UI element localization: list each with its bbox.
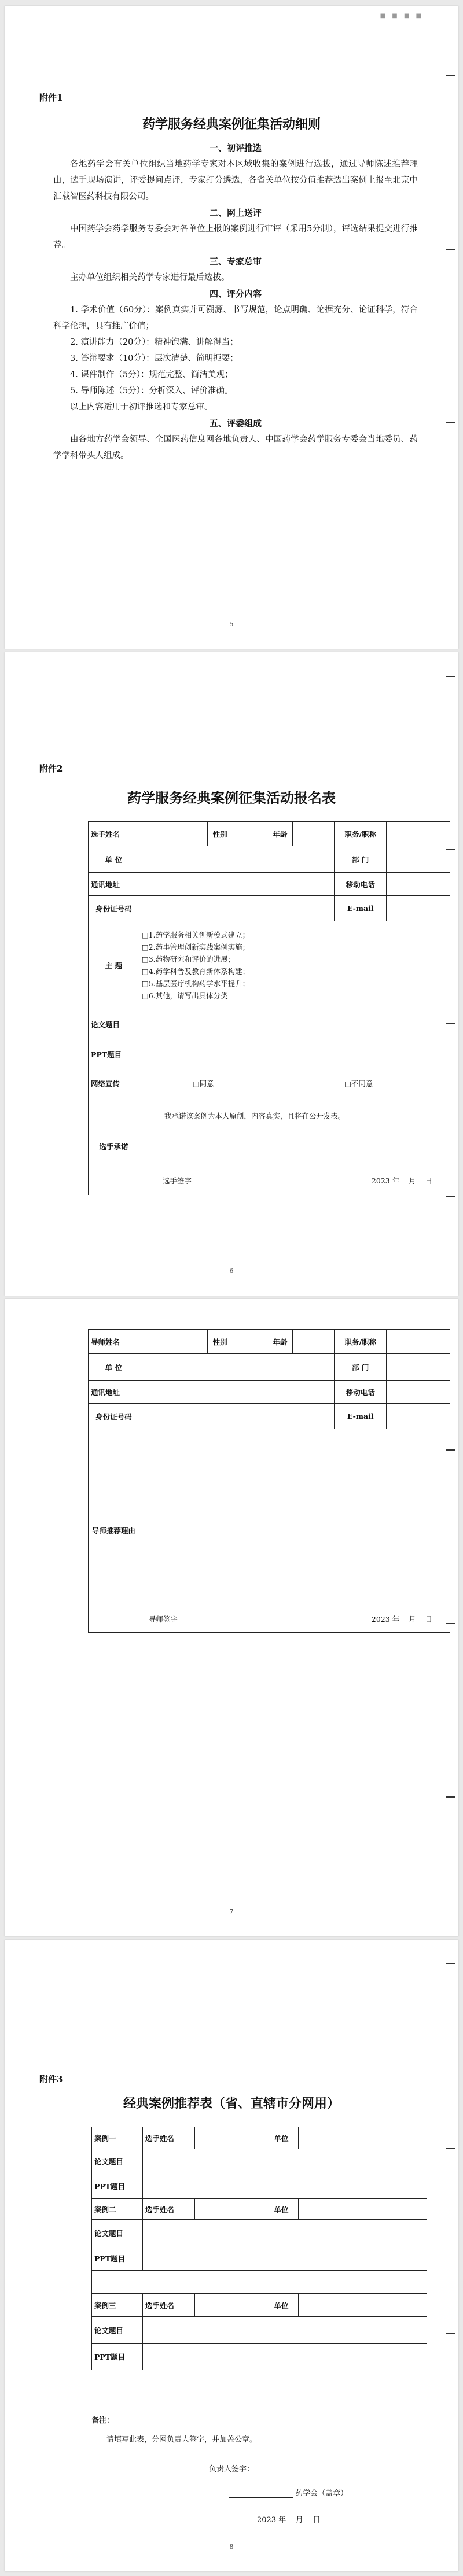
page-number: 5 xyxy=(229,621,234,628)
document-page-2 xyxy=(5,652,458,1296)
document-page-4 xyxy=(5,1940,458,2571)
mobile-label: 移动电话 xyxy=(335,873,387,896)
unit-field[interactable] xyxy=(299,2199,427,2220)
signature-label: 导师签字 xyxy=(148,1615,178,1623)
ppt-label: PPT题目 xyxy=(92,2173,143,2199)
thesis-label: 论文题目 xyxy=(89,1009,139,1039)
mobile-field[interactable] xyxy=(387,1381,450,1404)
margin-mark xyxy=(446,2333,455,2334)
gender-label: 性别 xyxy=(207,1330,233,1354)
date-text: 2023 年 月 日 xyxy=(257,2516,321,2525)
section-heading: 一、初评推选 xyxy=(209,143,262,153)
thesis-label: 论文题目 xyxy=(92,2220,143,2246)
dept-field[interactable] xyxy=(387,846,450,873)
contestant-name-field[interactable] xyxy=(194,2199,264,2220)
page-number: 8 xyxy=(229,2543,234,2551)
age-label: 年龄 xyxy=(267,822,293,846)
age-field[interactable] xyxy=(293,1330,335,1354)
topic-option-checkbox[interactable]: □5.基层医疗机构药学水平提升； xyxy=(141,979,250,988)
case-label: 案例三 xyxy=(92,2294,143,2317)
scoring-item: 3. 答辩要求（10分）：层次清楚、简明扼要； xyxy=(70,354,238,363)
responsible-sign-label: 负责人签字： xyxy=(208,2465,254,2474)
attachment-label: 附件3 xyxy=(39,2074,63,2084)
idcard-field[interactable] xyxy=(139,896,334,921)
thesis-label: 论文题目 xyxy=(92,2149,143,2173)
header-stamp: ■ ■ ■ ■ xyxy=(380,13,424,19)
scoring-item: 5. 导师陈述（5分）：分析深入、评价准确。 xyxy=(70,386,233,396)
contestant-name-label: 选手姓名 xyxy=(89,822,139,846)
notes-text: 请填写此表，分网负责人签字，并加盖公章。 xyxy=(106,2435,258,2444)
blank-row xyxy=(92,2271,427,2294)
scoring-item: 1. 学术价值（60分）：案例真实并可溯源、书写规范，论点明确、论据充分、论证科学，符合科学伦理，具有推广价值； xyxy=(53,305,418,331)
dept-field[interactable] xyxy=(387,1354,450,1381)
contestant-name-label: 选手姓名 xyxy=(142,2127,194,2149)
duty-label: 职务/职称 xyxy=(335,822,387,846)
section-paragraph: 由各地方药学会领导、全国医药信息网各地负责人、中国药学会药学服务专委会当地委员、药学学科带头人组成。 xyxy=(53,435,418,460)
section-paragraph: 各地药学会有关单位组织当地药学专家对本区域收集的案例进行选拔，通过导师陈述推荐理由，选手现场演讲，评委提问点评，专家打分遴选，各省关单位按分值推荐选出案例上报至北京中汇载智医药科技有限公司。 xyxy=(53,160,418,201)
mentor-form-table xyxy=(88,1329,450,1633)
margin-mark xyxy=(446,1963,455,1964)
dept-label: 部 门 xyxy=(335,1354,387,1381)
promise-cell xyxy=(139,1097,450,1195)
recommend-reason-field[interactable] xyxy=(139,1429,450,1633)
margin-mark xyxy=(446,849,455,850)
topic-option-checkbox[interactable]: □1.药学服务相关创新模式建立； xyxy=(141,930,250,939)
margin-mark xyxy=(446,1449,455,1451)
ppt-field[interactable] xyxy=(142,2344,427,2370)
topic-option-checkbox[interactable]: □3.药物研究和评价的进展； xyxy=(141,954,236,964)
margin-mark xyxy=(446,422,455,423)
unit-label: 单位 xyxy=(264,2127,299,2149)
unit-label: 单 位 xyxy=(89,846,139,873)
ppt-label: PPT题目 xyxy=(89,1039,139,1069)
section-heading: 二、网上送评 xyxy=(209,208,262,218)
attachment-label: 附件2 xyxy=(39,763,63,774)
notes-block xyxy=(91,2414,416,2452)
unit-label: 单 位 xyxy=(89,1354,139,1381)
unit-field[interactable] xyxy=(139,846,334,873)
duty-field[interactable] xyxy=(387,822,450,846)
contestant-name-label: 选手姓名 xyxy=(142,2294,194,2317)
section-heading: 五、评委组成 xyxy=(209,418,262,429)
case-label: 案例一 xyxy=(92,2127,143,2149)
unit-label: 单位 xyxy=(264,2294,299,2317)
page-title: 药学服务经典案例征集活动细则 xyxy=(142,117,321,132)
address-field[interactable] xyxy=(139,873,334,896)
ppt-field[interactable] xyxy=(142,2246,427,2271)
topic-option-checkbox[interactable]: □6.其他，请写出具体分类 xyxy=(141,991,228,1000)
agree-checkbox[interactable]: □同意 xyxy=(139,1069,267,1097)
duty-label: 职务/职称 xyxy=(335,1330,387,1354)
gender-field[interactable] xyxy=(233,1330,267,1354)
attachment-label: 附件1 xyxy=(39,93,63,103)
contestant-name-label: 选手姓名 xyxy=(142,2199,194,2220)
case-label: 案例二 xyxy=(92,2199,143,2220)
org-seal-line xyxy=(5,2487,458,2498)
topic-option-checkbox[interactable]: □4.药学科普及教育新体系构建； xyxy=(141,966,250,976)
margin-mark xyxy=(446,676,455,677)
thesis-field[interactable] xyxy=(142,2220,427,2246)
date-text: 2023 年 月 日 xyxy=(371,1615,432,1623)
thesis-field[interactable] xyxy=(142,2317,427,2344)
topic-options xyxy=(139,921,450,1009)
section-paragraph: 主办单位组织相关药学专家进行最后选拔。 xyxy=(70,273,230,282)
email-field[interactable] xyxy=(387,896,450,921)
dept-label: 部 门 xyxy=(335,846,387,873)
ppt-label: PPT题目 xyxy=(92,2344,143,2370)
idcard-label: 身份证号码 xyxy=(89,1404,139,1429)
registration-form-table xyxy=(88,821,450,1195)
margin-mark xyxy=(446,1023,455,1024)
rules-body xyxy=(53,140,418,464)
scoring-note: 以上内容适用于初评推选和专家总审。 xyxy=(70,403,213,412)
document-page-3 xyxy=(5,1299,458,1936)
gender-field[interactable] xyxy=(233,822,267,846)
address-label: 通讯地址 xyxy=(89,1381,139,1404)
mobile-label: 移动电话 xyxy=(335,1381,387,1404)
margin-mark xyxy=(446,1796,455,1798)
document-page-1 xyxy=(5,6,458,649)
address-label: 通讯地址 xyxy=(89,873,139,896)
idcard-field[interactable] xyxy=(139,1404,334,1429)
recommend-reason-label: 导师推荐理由 xyxy=(89,1429,139,1633)
ppt-label: PPT题目 xyxy=(92,2246,143,2271)
mobile-field[interactable] xyxy=(387,873,450,896)
duty-field[interactable] xyxy=(387,1330,450,1354)
mentor-name-label: 导师姓名 xyxy=(89,1330,139,1354)
recommendation-table xyxy=(91,2127,427,2370)
contestant-name-field[interactable] xyxy=(194,2127,264,2149)
margin-mark xyxy=(446,2148,455,2149)
page-title: 经典案例推荐表（省、直辖市分网用） xyxy=(123,2096,340,2111)
unit-field[interactable] xyxy=(299,2294,427,2317)
age-label: 年龄 xyxy=(267,1330,293,1354)
scoring-item: 2. 演讲能力（20分）：精神饱满、讲解得当； xyxy=(70,338,238,347)
margin-mark xyxy=(446,249,455,250)
notes-title: 备注： xyxy=(91,2416,115,2425)
margin-mark xyxy=(446,75,455,76)
page-title: 药学服务经典案例征集活动报名表 xyxy=(127,789,336,806)
thesis-field[interactable] xyxy=(142,2149,427,2173)
topic-option-checkbox[interactable]: □2.药事管理创新实践案例实施； xyxy=(141,942,250,951)
age-field[interactable] xyxy=(293,822,335,846)
section-paragraph: 中国药学会药学服务专委会对各单位上报的案例进行审评（采用5分制），评选结果提交进行推荐。 xyxy=(53,224,418,250)
disagree-checkbox[interactable]: □不同意 xyxy=(267,1069,450,1097)
unit-label: 单位 xyxy=(264,2199,299,2220)
page-number: 6 xyxy=(229,1267,234,1275)
contestant-name-field[interactable] xyxy=(139,822,207,846)
section-heading: 四、评分内容 xyxy=(209,289,262,299)
date-text: 2023 年 月 日 xyxy=(371,1176,432,1185)
thesis-label: 论文题目 xyxy=(92,2317,143,2344)
mentor-name-field[interactable] xyxy=(139,1330,207,1354)
page-number: 7 xyxy=(229,1908,234,1916)
responsible-sign-line xyxy=(5,2463,458,2474)
email-label: E-mail xyxy=(335,896,387,921)
unit-field[interactable] xyxy=(299,2127,427,2149)
promise-label: 选手承诺 xyxy=(89,1097,139,1195)
email-label: E-mail xyxy=(335,1404,387,1429)
contestant-name-field[interactable] xyxy=(194,2294,264,2317)
ppt-field[interactable] xyxy=(142,2173,427,2199)
margin-mark xyxy=(446,1623,455,1624)
topic-label: 主 题 xyxy=(89,921,139,1009)
network-label: 网络宣传 xyxy=(89,1069,139,1097)
gender-label: 性别 xyxy=(207,822,233,846)
unit-field[interactable] xyxy=(139,1354,334,1381)
org-name-blank[interactable] xyxy=(229,2489,293,2498)
margin-mark xyxy=(446,1196,455,1197)
ppt-field[interactable] xyxy=(139,1039,450,1069)
promise-text: 我承诺该案例为本人原创，内容真实，且将在公开发表。 xyxy=(164,1112,346,1120)
email-field[interactable] xyxy=(387,1404,450,1429)
address-field[interactable] xyxy=(139,1381,334,1404)
signature-label: 选手签字 xyxy=(162,1176,192,1185)
scoring-item: 4. 课件制作（5分）：规范完整、简洁美观； xyxy=(70,370,233,379)
idcard-label: 身份证号码 xyxy=(89,896,139,921)
section-heading: 三、专家总审 xyxy=(209,256,262,267)
org-seal-label: 药学会（盖章） xyxy=(295,2489,348,2498)
thesis-field[interactable] xyxy=(139,1009,450,1039)
